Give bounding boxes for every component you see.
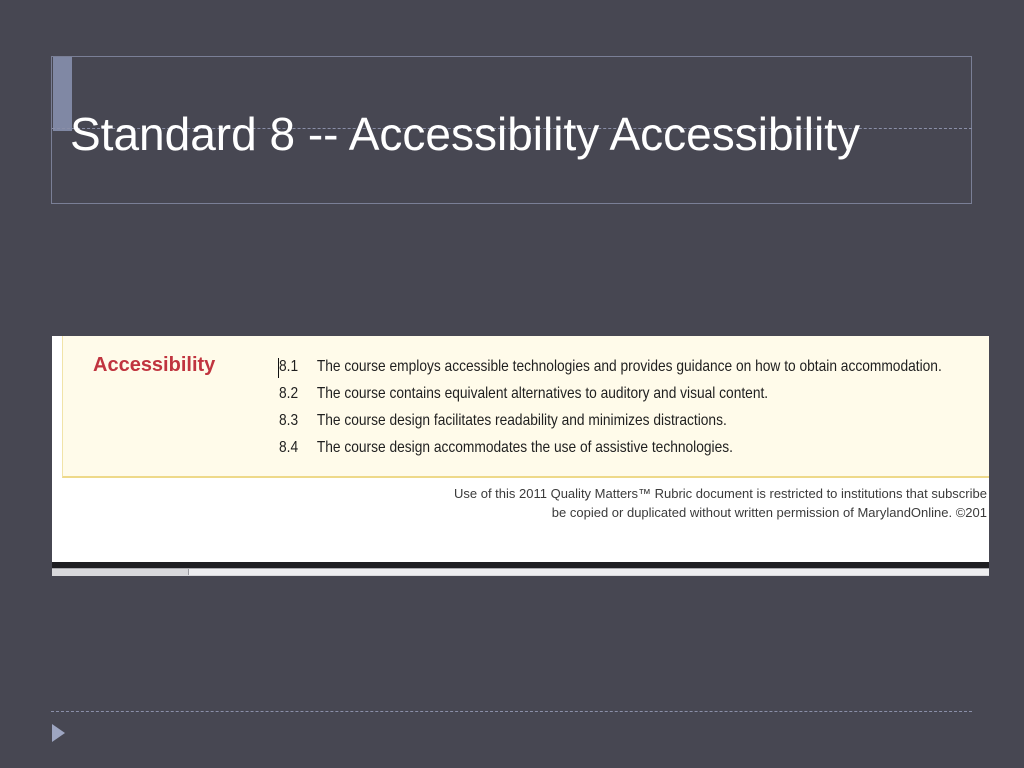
rubric-item [279, 439, 733, 457]
slide-title: Standard 8 -- Accessibility Accessibility [70, 108, 860, 160]
rubric-footer-line-1: Use of this 2011 Quality Matters™ Rubric document is restricted to institutions that subscribe [454, 486, 987, 501]
rubric-item [279, 412, 727, 430]
rubric-heading: Accessibility [93, 354, 216, 376]
rubric-item-number: 8.1 [279, 358, 299, 375]
screenshot-scrollbar [188, 569, 989, 575]
rubric-item [279, 358, 942, 376]
rubric-box [62, 336, 989, 478]
rubric-item [279, 385, 768, 403]
next-slide-arrow-icon[interactable] [52, 724, 65, 742]
rubric-item-text: The course design facilitates readability and minimizes distractions. [316, 412, 727, 429]
rubric-item-number: 8.4 [279, 439, 299, 456]
footer-divider [51, 711, 972, 712]
rubric-item-text: The course employs accessible technologies and provides guidance on how to obtain accommodation. [316, 358, 942, 375]
rubric-item-number: 8.2 [279, 385, 299, 402]
rubric-screenshot [52, 336, 989, 576]
rubric-item-text: The course contains equivalent alternatives to auditory and visual content. [316, 385, 769, 402]
rubric-footer-line-2: be copied or duplicated without written permission of MarylandOnline. ©201 [551, 505, 987, 520]
rubric-item-text: The course design accommodates the use of assistive technologies. [316, 439, 733, 456]
rubric-item-number: 8.3 [279, 412, 299, 429]
